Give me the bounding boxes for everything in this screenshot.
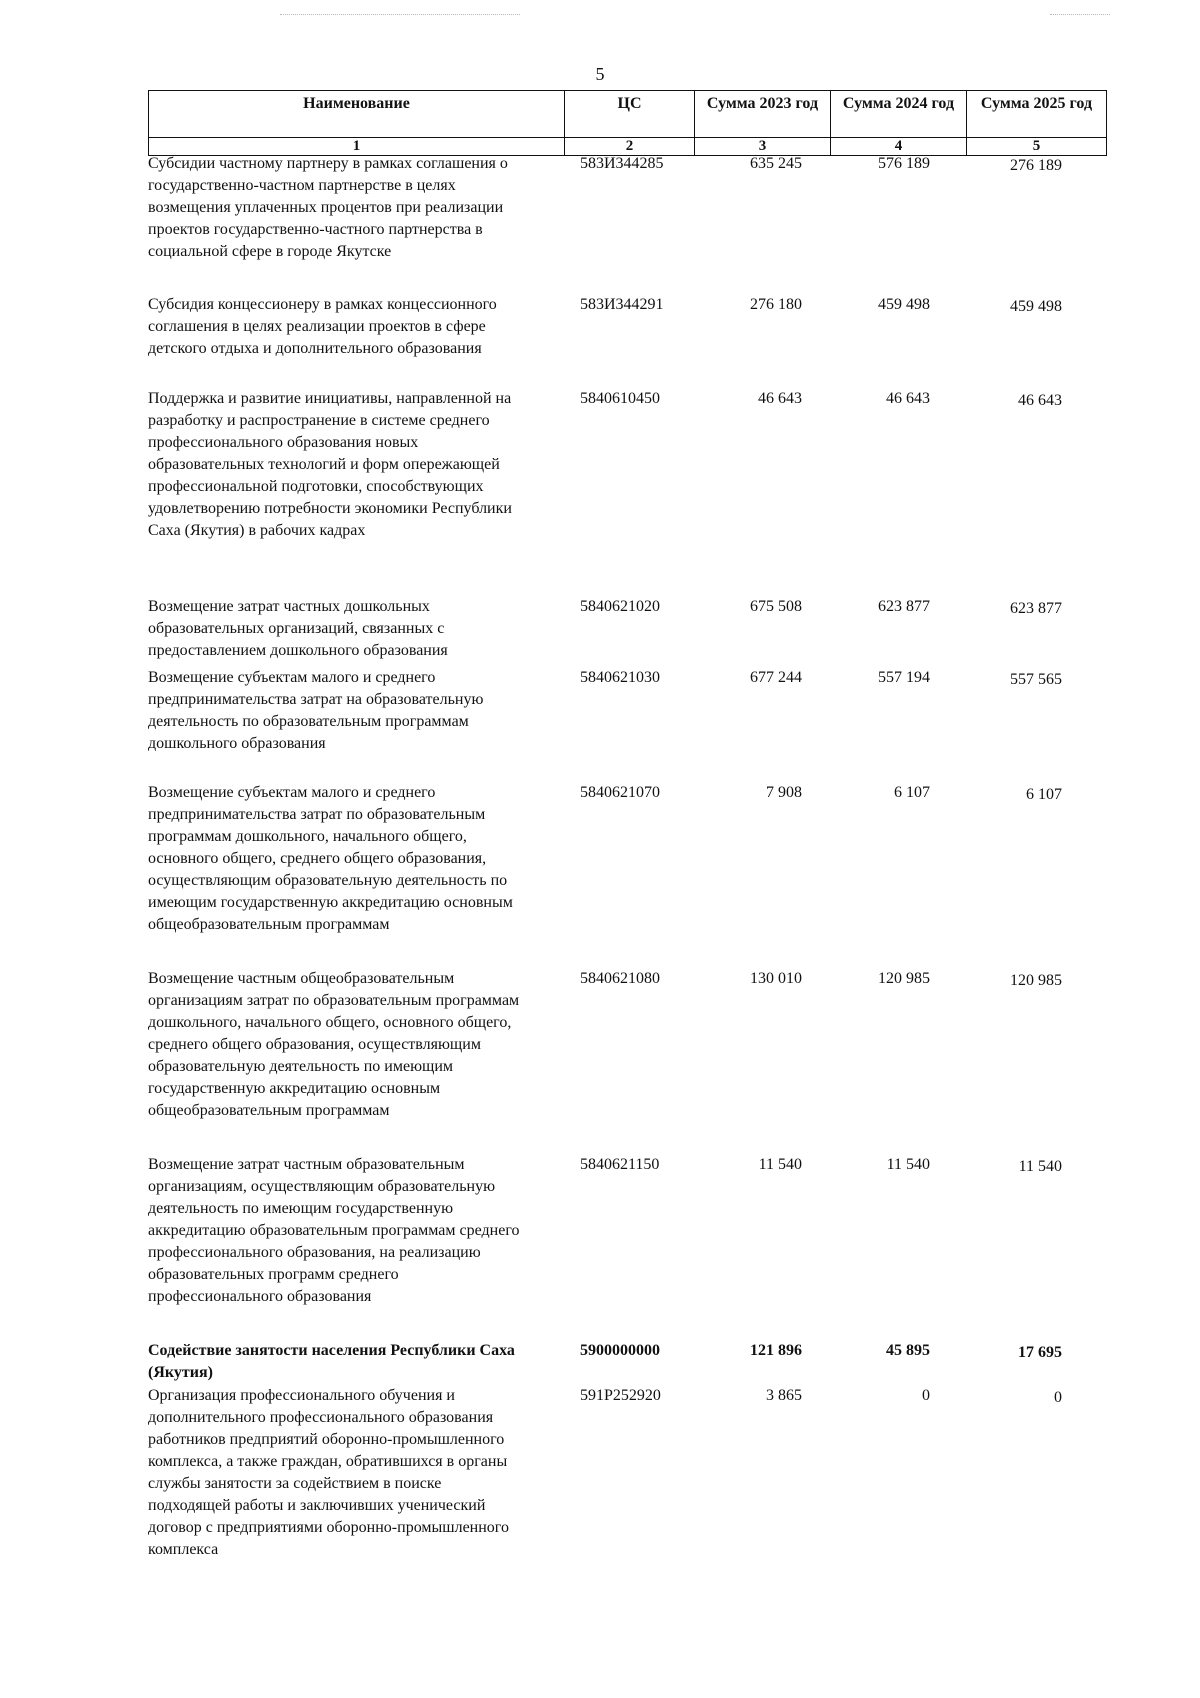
row-sum-2024: 46 643 [886,390,930,407]
row-sum-2025: 276 189 [1010,157,1062,174]
row-name: Возмещение затрат частных дошкольных образовательных организаций, связанных с предоставлением дошкольного образования [148,598,448,659]
header-sum-2023: Сумма 2023 год [695,91,831,138]
row-sum-2024: 45 895 [886,1342,930,1359]
row-sum-2023: 46 643 [758,390,802,407]
row-sum-2024: 459 498 [878,296,930,313]
row-sum-2023: 7 908 [766,784,802,801]
row-sum-2025: 459 498 [1010,298,1062,315]
row-name: Субсидии частному партнеру в рамках соглашения о государственно-частном партнерстве в целях возмещения уплаченных процентов при реализации проектов государственно-частного партнерства в социальной сфере в городе Якутске [148,155,508,260]
header-num-2: 2 [565,138,695,156]
header-sum-2024: Сумма 2024 год [831,91,967,138]
row-sum-2025: 120 985 [1010,972,1062,989]
row-sum-2023: 130 010 [750,970,802,987]
header-num-5: 5 [967,138,1107,156]
row-sum-2024: 576 189 [878,155,930,172]
row-sum-2025: 0 [1054,1389,1062,1406]
row-name: Возмещение частным общеобразовательным организациям затрат по образовательным программам дошкольного, начального общего, основного общего, среднего общего образования, осуществляющим образовательную деятельность по имеющим государственную аккредитацию основным общеобразовательным программам [148,970,520,1119]
row-sum-2025: 557 565 [1010,671,1062,688]
header-num-1: 1 [149,138,565,156]
row-code: 5840621080 [580,970,660,987]
row-sum-2023: 675 508 [750,598,802,615]
row-sum-2023: 11 540 [758,1156,802,1173]
row-sum-2023: 635 245 [750,155,802,172]
row-sum-2023: 121 896 [750,1342,802,1359]
row-sum-2024: 11 540 [886,1156,930,1173]
row-code: 5900000000 [580,1342,660,1359]
row-sum-2024: 623 877 [878,598,930,615]
row-code: 591Р252920 [580,1387,661,1404]
header-sum-2025: Сумма 2025 год [967,91,1107,138]
row-sum-2025: 17 695 [1018,1344,1062,1361]
row-sum-2025: 6 107 [1026,786,1062,803]
row-name: Возмещение субъектам малого и среднего предпринимательства затрат по образовательным программам дошкольного, начального общего, основного общего, среднего общего образования, осуществляющим образовательную деятельность по имеющим государственную аккредитацию основным общеобразовательным программам [148,784,513,933]
row-sum-2024: 557 194 [878,669,930,686]
header-name: Наименование [149,91,565,138]
row-code: 5840621020 [580,598,660,615]
row-name: Субсидия концессионеру в рамках концессионного соглашения в целях реализации проектов в сфере детского отдыха и дополнительного образования [148,296,497,357]
page-number: 5 [595,64,605,84]
row-sum-2025: 46 643 [1018,392,1062,409]
budget-table-body [140,0,1106,1698]
row-name: Содействие занятости населения Республики Саха (Якутия) [148,1342,515,1381]
header-num-4: 4 [831,138,967,156]
row-sum-2024: 0 [922,1387,930,1404]
row-code: 5840621150 [580,1156,660,1173]
header-num-3: 3 [695,138,831,156]
row-code: 5840610450 [580,390,660,407]
row-name: Поддержка и развитие инициативы, направленной на разработку и распространение в системе среднего профессионального образования новых образовательных технологий и форм опережающей профессиональной подготовки, способствующих удовлетворению потребности экономики Республики Саха (Якутия) в рабочих кадрах [148,390,512,539]
row-sum-2023: 276 180 [750,296,802,313]
row-sum-2025: 623 877 [1010,600,1062,617]
row-name: Возмещение субъектам малого и среднего предпринимательства затрат на образовательную деятельность по образовательным программам дошкольного образования [148,669,484,752]
header-code: ЦС [565,91,695,138]
row-sum-2023: 677 244 [750,669,802,686]
row-name: Организация профессионального обучения и дополнительного профессионального образования работников предприятий оборонно-промышленного комплекса, а также граждан, обратившихся в органы службы занятости за содействием в поиске подходящей работы и заключивших ученический договор с предприятиями оборонно-промышленного комплекса [148,1387,509,1558]
row-code: 583И344291 [580,296,664,313]
row-sum-2024: 6 107 [894,784,930,801]
row-name: Возмещение затрат частным образовательным организациям, осуществляющим образовательную деятельность по имеющим государственную аккредитацию образовательным программам среднего профессионального образования, на реализацию образовательных программ среднего профессионального образования [148,1156,520,1305]
row-sum-2023: 3 865 [766,1387,802,1404]
row-code: 5840621030 [580,669,660,686]
row-sum-2025: 11 540 [1018,1158,1062,1175]
row-code: 5840621070 [580,784,660,801]
row-sum-2024: 120 985 [878,970,930,987]
row-code: 583И344285 [580,155,664,172]
